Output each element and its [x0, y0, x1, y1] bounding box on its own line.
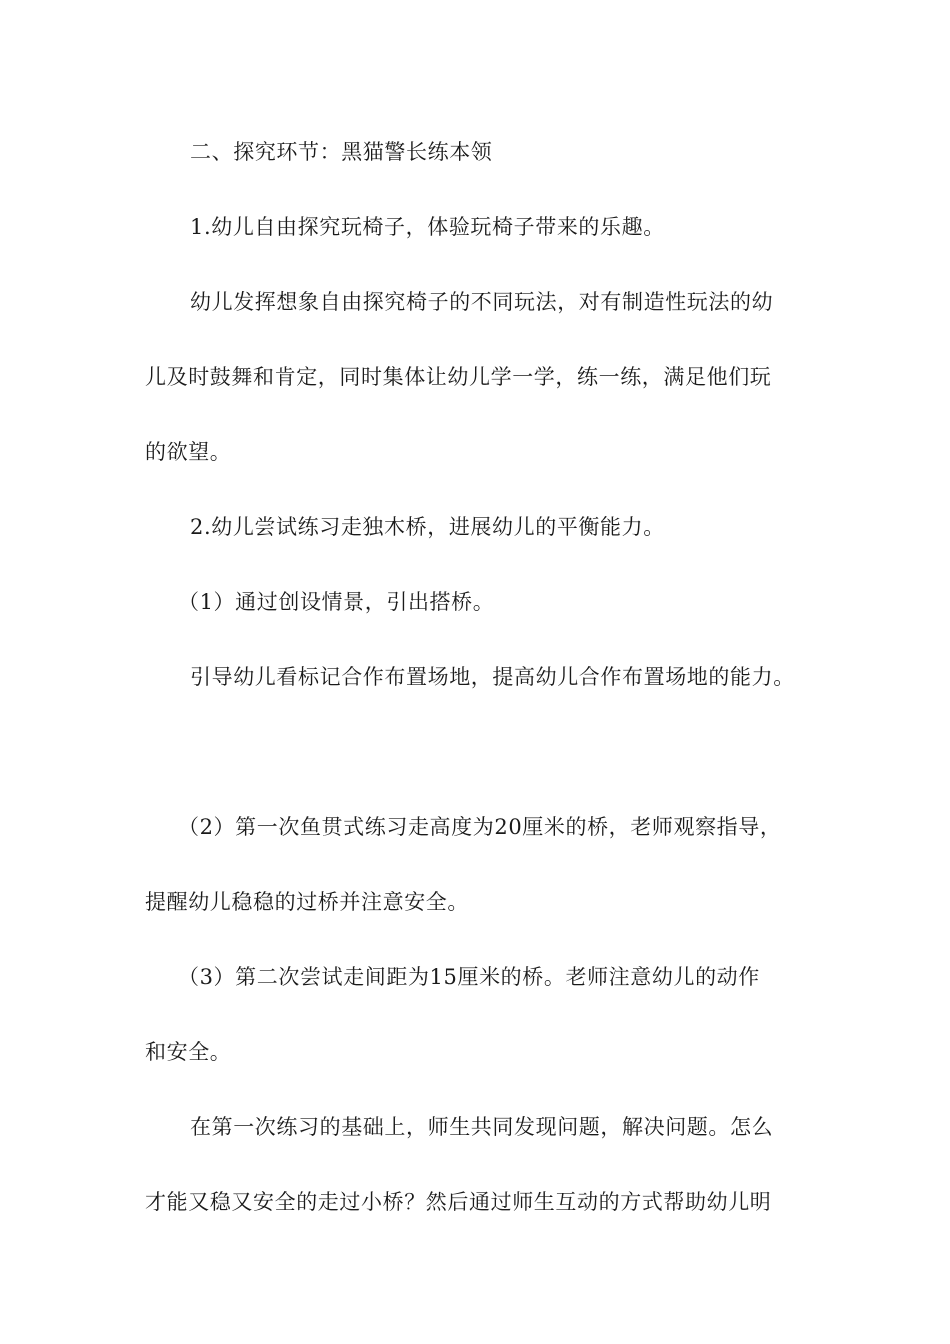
step-1-heading: 1.幼儿自由探究玩椅子，体验玩椅子带来的乐趣。: [190, 215, 665, 239]
paragraph-line: 的欲望。: [145, 440, 232, 464]
sub-step-2: （2）第一次鱼贯式练习走高度为20厘米的桥，老师观察指导，: [178, 815, 782, 839]
paragraph-line: 引导幼儿看标记合作布置场地，提高幼儿合作布置场地的能力。: [190, 665, 795, 689]
sub-step-3: （3）第二次尝试走间距为15厘米的桥。老师注意幼儿的动作: [178, 965, 760, 989]
paragraph-line: 儿及时鼓舞和肯定，同时集体让幼儿学一学，练一练，满足他们玩: [145, 365, 772, 389]
paragraph-line: 提醒幼儿稳稳的过桥并注意安全。: [145, 890, 469, 914]
section-heading: 二、探究环节：黑猫警长练本领: [190, 140, 493, 164]
step-2-heading: 2.幼儿尝试练习走独木桥，进展幼儿的平衡能力。: [190, 515, 665, 539]
paragraph-line: 才能又稳又安全的走过小桥？然后通过师生互动的方式帮助幼儿明: [145, 1190, 772, 1214]
paragraph-line: 幼儿发挥想象自由探究椅子的不同玩法，对有制造性玩法的幼: [190, 290, 774, 314]
paragraph-line: 在第一次练习的基础上，师生共同发现问题，解决问题。怎么: [190, 1115, 774, 1139]
sub-step-1: （1）通过创设情景，引出搭桥。: [178, 590, 495, 614]
paragraph-line: 和安全。: [145, 1040, 232, 1064]
